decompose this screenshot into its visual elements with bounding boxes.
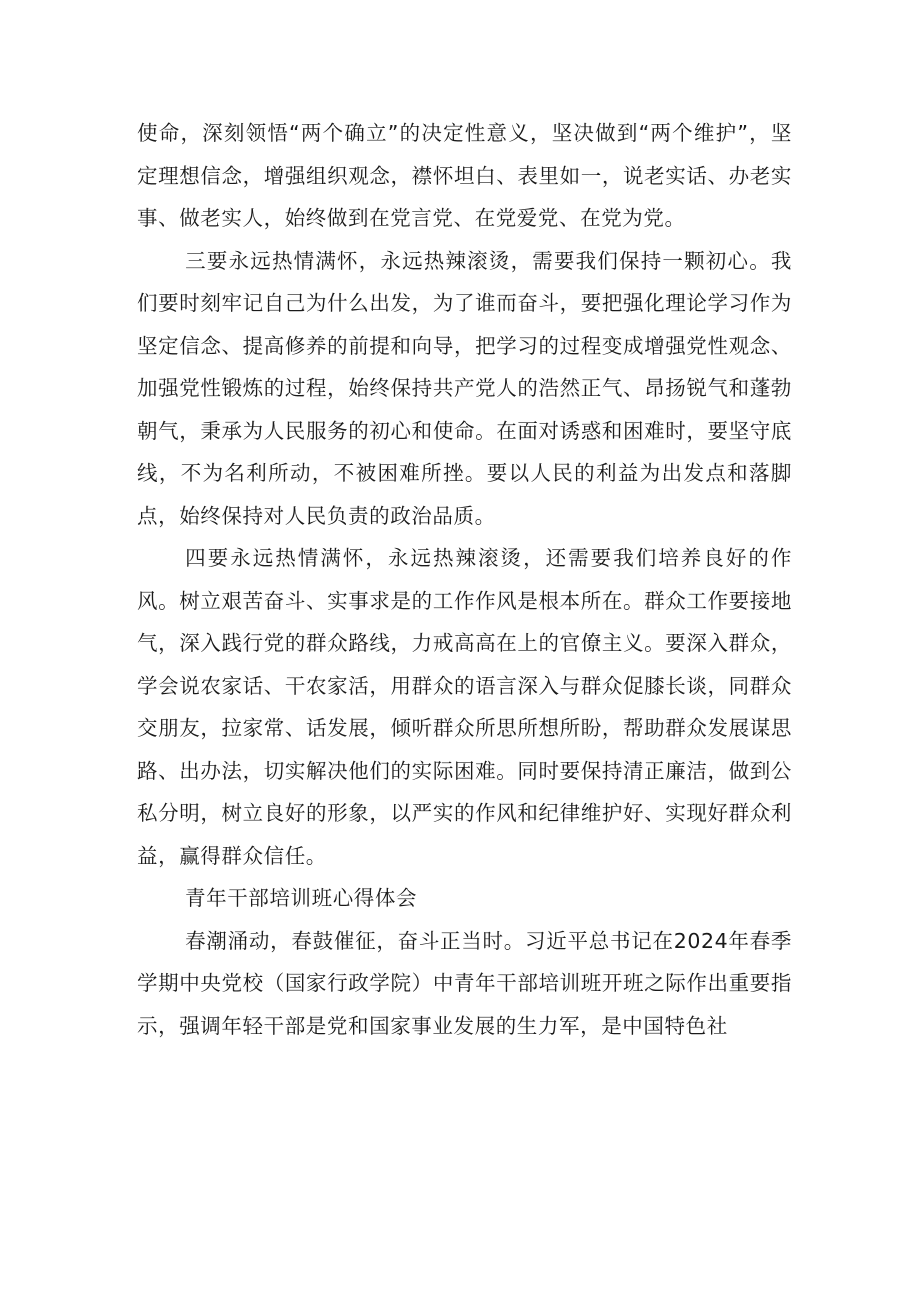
paragraph-san-yao: 三要永远热情满怀，永远热辣滚烫，需要我们保持一颗初心。我们要时刻牢记自己为什么出发，为了谁而奋斗，要把强化理论学习作为坚定信念、提高修养的前提和向导，把学习的过程变成增强党性观念、加强党性锻炼的过程，始终保持共产党人的浩然正气、昂扬锐气和蓬勃朝气，秉承为人民服务的初心和使命。在面对诱惑和困难时，要坚守底线，不为名利所动，不被困难所挫。要以人民的利益为出发点和落脚点，始终保持对人民负责的政治品质。 [137,248,792,528]
paragraph-intro: 春潮涌动，春鼓催征，奋斗正当时。习近平总书记在2024年春季学期中央党校（国家行政学院）中青年干部培训班开班之际作出重要指示，强调年轻干部是党和国家事业发展的生力军，是中国特色社 [137,928,792,1038]
continuation-paragraph: 使命，深刻领悟“两个确立”的决定性意义，坚决做到“两个维护”，坚定理想信念，增强组织观念，襟怀坦白、表里如一，说老实话、办老实事、做老实人，始终做到在党言党、在党爱党、在党为党。 [137,121,792,230]
paragraph-si-yao: 四要永远热情满怀，永远热辣滚烫，还需要我们培养良好的作风。树立艰苦奋斗、实事求是的工作作风是根本所在。群众工作要接地气，深入践行党的群众路线，力戒高高在上的官僚主义。要深入群众，学会说农家话、干农家活，用群众的语言深入与群众促膝长谈，同群众交朋友，拉家常、话发展，倾听群众所思所想所盼，帮助群众发展谋思路、出办法，切实解决他们的实际困难。同时要保持清正廉洁，做到公私分明，树立良好的形象，以严实的作风和纪律维护好、实现好群众利益，赢得群众信任。 [137,546,792,868]
document-body [137,112,792,1047]
section-heading: 青年干部培训班心得体会 [185,886,418,910]
